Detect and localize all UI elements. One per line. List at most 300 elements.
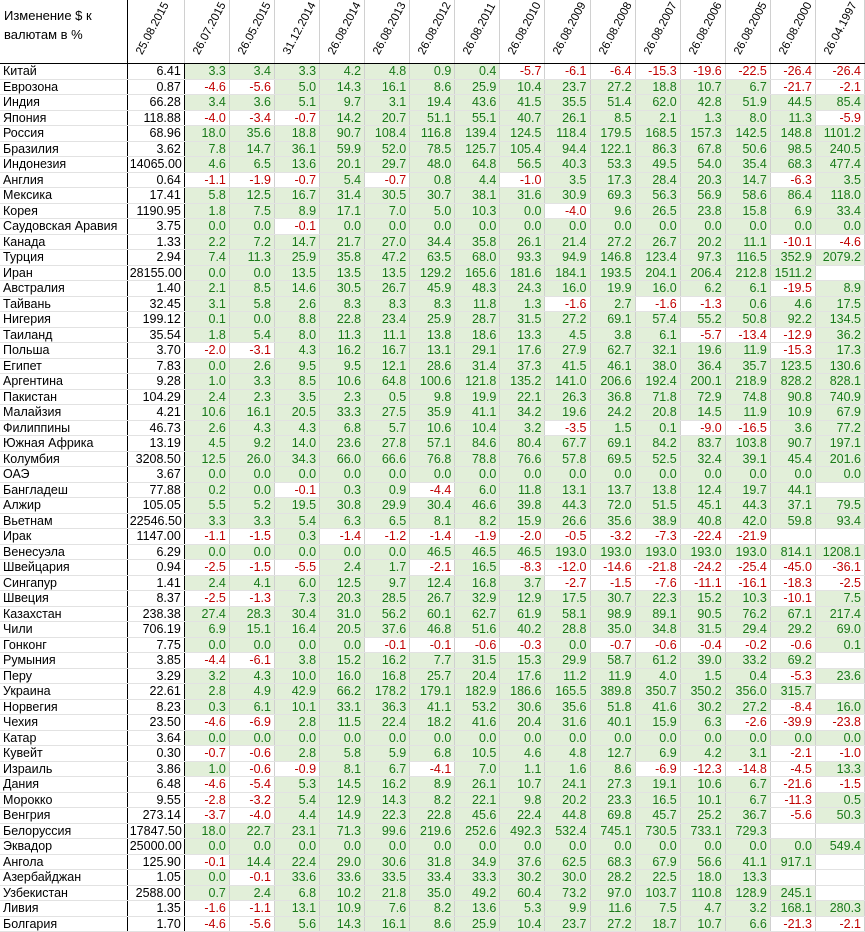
change-percent-cell[interactable]: 2.1: [635, 110, 680, 126]
change-percent-cell[interactable]: 740.9: [815, 389, 864, 405]
change-percent-cell[interactable]: 14.9: [320, 808, 365, 824]
change-percent-cell[interactable]: 22.5: [635, 870, 680, 886]
change-percent-cell[interactable]: 35.0: [590, 622, 635, 638]
change-percent-cell[interactable]: 93.4: [815, 513, 864, 529]
change-percent-cell[interactable]: 11.1: [365, 327, 410, 343]
change-percent-cell[interactable]: 2.4: [320, 560, 365, 576]
change-percent-cell[interactable]: 67.9: [635, 854, 680, 870]
exchange-rate-cell[interactable]: 68.96: [127, 126, 184, 142]
exchange-rate-cell[interactable]: 0.30: [127, 746, 184, 762]
change-percent-cell[interactable]: 50.6: [725, 141, 770, 157]
change-percent-cell[interactable]: -3.4: [229, 110, 274, 126]
country-name[interactable]: Ангола: [0, 854, 127, 870]
change-percent-cell[interactable]: 5.4: [274, 513, 319, 529]
change-percent-cell[interactable]: 0.0: [229, 219, 274, 235]
change-percent-cell[interactable]: 139.4: [455, 126, 500, 142]
change-percent-cell[interactable]: 28.7: [455, 312, 500, 328]
change-percent-cell[interactable]: 22.1: [500, 389, 545, 405]
change-percent-cell[interactable]: 0.5: [815, 792, 864, 808]
change-percent-cell[interactable]: 105.4: [500, 141, 545, 157]
change-percent-cell[interactable]: 0.0: [274, 467, 319, 483]
change-percent-cell[interactable]: 6.5: [365, 513, 410, 529]
change-percent-cell[interactable]: -1.5: [590, 575, 635, 591]
change-percent-cell[interactable]: 17.1: [320, 203, 365, 219]
change-percent-cell[interactable]: 3.3: [229, 513, 274, 529]
change-percent-cell[interactable]: 128.9: [725, 885, 770, 901]
change-percent-cell[interactable]: 27.2: [590, 79, 635, 95]
change-percent-cell[interactable]: 42.8: [680, 95, 725, 111]
change-percent-cell[interactable]: 76.8: [410, 451, 455, 467]
change-percent-cell[interactable]: 5.8: [229, 296, 274, 312]
change-percent-cell[interactable]: 12.5: [184, 451, 229, 467]
change-percent-cell[interactable]: 8.3: [410, 296, 455, 312]
change-percent-cell[interactable]: 8.6: [410, 79, 455, 95]
exchange-rate-cell[interactable]: 3.70: [127, 343, 184, 359]
change-percent-cell[interactable]: 44.8: [545, 808, 590, 824]
change-percent-cell[interactable]: 3.2: [725, 901, 770, 917]
change-percent-cell[interactable]: [815, 265, 864, 281]
exchange-rate-cell[interactable]: 17.41: [127, 188, 184, 204]
change-percent-cell[interactable]: 2.3: [320, 389, 365, 405]
change-percent-cell[interactable]: 26.1: [455, 777, 500, 793]
change-percent-cell[interactable]: 23.6: [320, 436, 365, 452]
change-percent-cell[interactable]: 74.8: [725, 389, 770, 405]
change-percent-cell[interactable]: 0.0: [590, 467, 635, 483]
change-percent-cell[interactable]: 193.0: [725, 544, 770, 560]
change-percent-cell[interactable]: 28.5: [365, 591, 410, 607]
change-percent-cell[interactable]: 0.0: [229, 839, 274, 855]
change-percent-cell[interactable]: 0.0: [500, 203, 545, 219]
change-percent-cell[interactable]: 8.5: [274, 374, 319, 390]
change-percent-cell[interactable]: 63.5: [410, 250, 455, 266]
exchange-rate-cell[interactable]: 1190.95: [127, 203, 184, 219]
change-percent-cell[interactable]: 27.2: [590, 916, 635, 932]
change-percent-cell[interactable]: [815, 653, 864, 669]
exchange-rate-cell[interactable]: 2588.00: [127, 885, 184, 901]
change-percent-cell[interactable]: 30.7: [590, 591, 635, 607]
change-percent-cell[interactable]: -6.4: [590, 64, 635, 80]
country-name[interactable]: Австралия: [0, 281, 127, 297]
change-percent-cell[interactable]: 1.0: [184, 761, 229, 777]
change-percent-cell[interactable]: 31.5: [455, 653, 500, 669]
change-percent-cell[interactable]: 828.1: [815, 374, 864, 390]
change-percent-cell[interactable]: 1.3: [680, 110, 725, 126]
change-percent-cell[interactable]: 4.5: [545, 327, 590, 343]
country-name[interactable]: Индия: [0, 95, 127, 111]
exchange-rate-cell[interactable]: 3.86: [127, 761, 184, 777]
exchange-rate-cell[interactable]: 7.83: [127, 358, 184, 374]
change-percent-cell[interactable]: 8.2: [410, 901, 455, 917]
change-percent-cell[interactable]: 33.3: [320, 405, 365, 421]
change-percent-cell[interactable]: 51.9: [725, 95, 770, 111]
change-percent-cell[interactable]: -21.3: [770, 916, 815, 932]
change-percent-cell[interactable]: 135.2: [500, 374, 545, 390]
change-percent-cell[interactable]: 68.3: [770, 157, 815, 173]
change-percent-cell[interactable]: 46.5: [500, 544, 545, 560]
change-percent-cell[interactable]: 20.3: [680, 172, 725, 188]
change-percent-cell[interactable]: 38.1: [455, 188, 500, 204]
exchange-rate-cell[interactable]: 273.14: [127, 808, 184, 824]
change-percent-cell[interactable]: -0.1: [184, 854, 229, 870]
change-percent-cell[interactable]: -18.3: [770, 575, 815, 591]
change-percent-cell[interactable]: 11.8: [500, 482, 545, 498]
change-percent-cell[interactable]: 6.0: [455, 482, 500, 498]
change-percent-cell[interactable]: 168.1: [770, 901, 815, 917]
change-percent-cell[interactable]: 23.1: [274, 823, 319, 839]
change-percent-cell[interactable]: 0.0: [590, 839, 635, 855]
change-percent-cell[interactable]: -3.5: [545, 420, 590, 436]
change-percent-cell[interactable]: 165.5: [545, 684, 590, 700]
change-percent-cell[interactable]: [815, 529, 864, 545]
change-percent-cell[interactable]: 12.9: [320, 792, 365, 808]
change-percent-cell[interactable]: -7.6: [635, 575, 680, 591]
country-name[interactable]: Египет: [0, 358, 127, 374]
change-percent-cell[interactable]: 58.1: [545, 606, 590, 622]
change-percent-cell[interactable]: -4.6: [184, 916, 229, 932]
change-percent-cell[interactable]: 5.4: [274, 792, 319, 808]
change-percent-cell[interactable]: 2.6: [274, 296, 319, 312]
change-percent-cell[interactable]: 35.7: [725, 358, 770, 374]
change-percent-cell[interactable]: 0.0: [500, 839, 545, 855]
change-percent-cell[interactable]: 3.3: [274, 64, 319, 80]
change-percent-cell[interactable]: 32.9: [455, 591, 500, 607]
change-percent-cell[interactable]: 245.1: [770, 885, 815, 901]
change-percent-cell[interactable]: -3.1: [229, 343, 274, 359]
change-percent-cell[interactable]: 59.9: [320, 141, 365, 157]
change-percent-cell[interactable]: -0.7: [274, 110, 319, 126]
change-percent-cell[interactable]: -21.9: [725, 529, 770, 545]
change-percent-cell[interactable]: 69.2: [770, 653, 815, 669]
change-percent-cell[interactable]: 38.0: [635, 358, 680, 374]
exchange-rate-cell[interactable]: 8.37: [127, 591, 184, 607]
change-percent-cell[interactable]: 549.4: [815, 839, 864, 855]
change-percent-cell[interactable]: 62.5: [545, 854, 590, 870]
change-percent-cell[interactable]: 0.2: [184, 482, 229, 498]
change-percent-cell[interactable]: 6.1: [635, 327, 680, 343]
change-percent-cell[interactable]: 3.6: [229, 95, 274, 111]
change-percent-cell[interactable]: 69.3: [590, 188, 635, 204]
change-percent-cell[interactable]: 67.9: [815, 405, 864, 421]
change-percent-cell[interactable]: 18.0: [680, 870, 725, 886]
change-percent-cell[interactable]: 12.9: [500, 591, 545, 607]
change-percent-cell[interactable]: 30.5: [320, 281, 365, 297]
change-percent-cell[interactable]: -2.0: [184, 343, 229, 359]
change-percent-cell[interactable]: 36.4: [680, 358, 725, 374]
change-percent-cell[interactable]: 13.6: [274, 157, 319, 173]
change-percent-cell[interactable]: 200.1: [680, 374, 725, 390]
change-percent-cell[interactable]: 38.9: [635, 513, 680, 529]
change-percent-cell[interactable]: 35.6: [545, 699, 590, 715]
change-percent-cell[interactable]: 19.6: [545, 405, 590, 421]
change-percent-cell[interactable]: 90.5: [680, 606, 725, 622]
change-percent-cell[interactable]: -4.0: [229, 808, 274, 824]
change-percent-cell[interactable]: 15.3: [500, 653, 545, 669]
change-percent-cell[interactable]: 64.8: [455, 157, 500, 173]
change-percent-cell[interactable]: 0.3: [320, 482, 365, 498]
change-percent-cell[interactable]: -12.0: [545, 560, 590, 576]
change-percent-cell[interactable]: 29.0: [320, 854, 365, 870]
change-percent-cell[interactable]: 0.0: [320, 467, 365, 483]
change-percent-cell[interactable]: 78.8: [455, 451, 500, 467]
change-percent-cell[interactable]: -7.3: [635, 529, 680, 545]
change-percent-cell[interactable]: -12.3: [680, 761, 725, 777]
change-percent-cell[interactable]: 134.5: [815, 312, 864, 328]
change-percent-cell[interactable]: 14.7: [229, 141, 274, 157]
change-percent-cell[interactable]: -11.1: [680, 575, 725, 591]
change-percent-cell[interactable]: -0.5: [545, 529, 590, 545]
change-percent-cell[interactable]: 40.8: [680, 513, 725, 529]
change-percent-cell[interactable]: 67.1: [770, 606, 815, 622]
change-percent-cell[interactable]: -1.1: [184, 529, 229, 545]
change-percent-cell[interactable]: 33.5: [365, 870, 410, 886]
change-percent-cell[interactable]: 45.9: [410, 281, 455, 297]
change-percent-cell[interactable]: 6.7: [725, 79, 770, 95]
change-percent-cell[interactable]: 29.4: [725, 622, 770, 638]
change-percent-cell[interactable]: 16.0: [320, 668, 365, 684]
change-percent-cell[interactable]: 4.6: [770, 296, 815, 312]
change-percent-cell[interactable]: 83.7: [680, 436, 725, 452]
change-percent-cell[interactable]: 27.2: [590, 234, 635, 250]
change-percent-cell[interactable]: 12.5: [320, 575, 365, 591]
change-percent-cell[interactable]: [815, 854, 864, 870]
change-percent-cell[interactable]: 41.1: [410, 699, 455, 715]
change-percent-cell[interactable]: 33.4: [410, 870, 455, 886]
change-percent-cell[interactable]: 11.9: [725, 343, 770, 359]
change-percent-cell[interactable]: 51.5: [635, 498, 680, 514]
change-percent-cell[interactable]: 0.0: [229, 637, 274, 653]
change-percent-cell[interactable]: 4.3: [229, 668, 274, 684]
change-percent-cell[interactable]: 26.7: [635, 234, 680, 250]
change-percent-cell[interactable]: 48.3: [455, 281, 500, 297]
change-percent-cell[interactable]: 33.6: [320, 870, 365, 886]
change-percent-cell[interactable]: 14.6: [274, 281, 319, 297]
change-percent-cell[interactable]: 23.3: [590, 792, 635, 808]
change-percent-cell[interactable]: -5.9: [815, 110, 864, 126]
change-percent-cell[interactable]: -5.7: [500, 64, 545, 80]
change-percent-cell[interactable]: 93.3: [500, 250, 545, 266]
change-percent-cell[interactable]: 11.3: [320, 327, 365, 343]
change-percent-cell[interactable]: 18.6: [455, 327, 500, 343]
change-percent-cell[interactable]: 25.9: [455, 916, 500, 932]
change-percent-cell[interactable]: 25.9: [410, 312, 455, 328]
change-percent-cell[interactable]: 90.7: [320, 126, 365, 142]
change-percent-cell[interactable]: 20.5: [320, 622, 365, 638]
exchange-rate-cell[interactable]: 7.75: [127, 637, 184, 653]
exchange-rate-cell[interactable]: 0.64: [127, 172, 184, 188]
change-percent-cell[interactable]: -1.1: [229, 901, 274, 917]
change-percent-cell[interactable]: 35.6: [590, 513, 635, 529]
change-percent-cell[interactable]: 0.0: [770, 219, 815, 235]
change-percent-cell[interactable]: 6.7: [725, 792, 770, 808]
change-percent-cell[interactable]: -26.4: [770, 64, 815, 80]
change-percent-cell[interactable]: [815, 482, 864, 498]
change-percent-cell[interactable]: 46.5: [410, 544, 455, 560]
country-name[interactable]: Белоруссия: [0, 823, 127, 839]
exchange-rate-cell[interactable]: 25000.00: [127, 839, 184, 855]
change-percent-cell[interactable]: 27.8: [365, 436, 410, 452]
change-percent-cell[interactable]: 4.4: [455, 172, 500, 188]
change-percent-cell[interactable]: 13.8: [635, 482, 680, 498]
change-percent-cell[interactable]: -4.0: [184, 110, 229, 126]
change-percent-cell[interactable]: 4.5: [184, 436, 229, 452]
exchange-rate-cell[interactable]: 1.35: [127, 901, 184, 917]
change-percent-cell[interactable]: 165.6: [455, 265, 500, 281]
exchange-rate-cell[interactable]: 22.61: [127, 684, 184, 700]
change-percent-cell[interactable]: 14.3: [320, 79, 365, 95]
exchange-rate-cell[interactable]: 1.41: [127, 575, 184, 591]
change-percent-cell[interactable]: 1.5: [590, 420, 635, 436]
change-percent-cell[interactable]: 16.7: [274, 188, 319, 204]
change-percent-cell[interactable]: -26.4: [815, 64, 864, 80]
change-percent-cell[interactable]: 828.2: [770, 374, 815, 390]
change-percent-cell[interactable]: 4.8: [545, 746, 590, 762]
change-percent-cell[interactable]: 71.8: [635, 389, 680, 405]
change-percent-cell[interactable]: 141.0: [545, 374, 590, 390]
change-percent-cell[interactable]: 45.1: [680, 498, 725, 514]
change-percent-cell[interactable]: -23.8: [815, 715, 864, 731]
change-percent-cell[interactable]: 116.5: [725, 250, 770, 266]
change-percent-cell[interactable]: 2.7: [590, 296, 635, 312]
change-percent-cell[interactable]: 26.7: [365, 281, 410, 297]
change-percent-cell[interactable]: -0.7: [590, 637, 635, 653]
change-percent-cell[interactable]: 33.2: [725, 653, 770, 669]
change-percent-cell[interactable]: 11.8: [455, 296, 500, 312]
change-percent-cell[interactable]: 3.2: [184, 668, 229, 684]
change-percent-cell[interactable]: 41.1: [725, 854, 770, 870]
change-percent-cell[interactable]: 8.0: [725, 110, 770, 126]
change-percent-cell[interactable]: 25.7: [410, 668, 455, 684]
country-name[interactable]: Южная Африка: [0, 436, 127, 452]
change-percent-cell[interactable]: -2.1: [815, 916, 864, 932]
exchange-rate-cell[interactable]: 17847.50: [127, 823, 184, 839]
change-percent-cell[interactable]: 10.0: [274, 668, 319, 684]
change-percent-cell[interactable]: -4.4: [184, 653, 229, 669]
change-percent-cell[interactable]: -5.6: [229, 916, 274, 932]
change-percent-cell[interactable]: 31.5: [680, 622, 725, 638]
change-percent-cell[interactable]: 3.8: [590, 327, 635, 343]
change-percent-cell[interactable]: 27.9: [545, 343, 590, 359]
change-percent-cell[interactable]: 745.1: [590, 823, 635, 839]
change-percent-cell[interactable]: -2.5: [815, 575, 864, 591]
change-percent-cell[interactable]: 2.3: [229, 389, 274, 405]
change-percent-cell[interactable]: 7.3: [274, 591, 319, 607]
change-percent-cell[interactable]: 89.1: [635, 606, 680, 622]
exchange-rate-cell[interactable]: 238.38: [127, 606, 184, 622]
change-percent-cell[interactable]: 16.8: [365, 668, 410, 684]
change-percent-cell[interactable]: 60.1: [410, 606, 455, 622]
change-percent-cell[interactable]: 16.2: [320, 343, 365, 359]
change-percent-cell[interactable]: 5.4: [320, 172, 365, 188]
change-percent-cell[interactable]: 0.0: [500, 467, 545, 483]
change-percent-cell[interactable]: 43.6: [455, 95, 500, 111]
change-percent-cell[interactable]: 30.6: [365, 854, 410, 870]
change-percent-cell[interactable]: 33.6: [274, 870, 319, 886]
change-percent-cell[interactable]: -4.4: [410, 482, 455, 498]
change-percent-cell[interactable]: 0.5: [365, 389, 410, 405]
change-percent-cell[interactable]: -13.4: [725, 327, 770, 343]
country-name[interactable]: Мексика: [0, 188, 127, 204]
change-percent-cell[interactable]: 3.8: [274, 653, 319, 669]
change-percent-cell[interactable]: 13.7: [590, 482, 635, 498]
change-percent-cell[interactable]: 6.9: [770, 203, 815, 219]
change-percent-cell[interactable]: 10.3: [455, 203, 500, 219]
change-percent-cell[interactable]: 39.0: [680, 653, 725, 669]
country-name[interactable]: Норвегия: [0, 699, 127, 715]
change-percent-cell[interactable]: 18.2: [410, 715, 455, 731]
change-percent-cell[interactable]: -4.5: [770, 761, 815, 777]
change-percent-cell[interactable]: 9.7: [365, 575, 410, 591]
change-percent-cell[interactable]: 0.0: [320, 637, 365, 653]
change-percent-cell[interactable]: 15.2: [320, 653, 365, 669]
change-percent-cell[interactable]: 9.6: [590, 203, 635, 219]
change-percent-cell[interactable]: 130.6: [815, 358, 864, 374]
country-name[interactable]: Венесуэла: [0, 544, 127, 560]
change-percent-cell[interactable]: 86.3: [635, 141, 680, 157]
change-percent-cell[interactable]: 193.0: [590, 544, 635, 560]
change-percent-cell[interactable]: 14.3: [365, 792, 410, 808]
change-percent-cell[interactable]: -0.6: [229, 746, 274, 762]
change-percent-cell[interactable]: 103.7: [635, 885, 680, 901]
change-percent-cell[interactable]: 16.1: [229, 405, 274, 421]
country-name[interactable]: Индонезия: [0, 157, 127, 173]
change-percent-cell[interactable]: 22.1: [455, 792, 500, 808]
change-percent-cell[interactable]: 66.0: [320, 451, 365, 467]
change-percent-cell[interactable]: 3.1: [725, 746, 770, 762]
change-percent-cell[interactable]: 0.0: [365, 219, 410, 235]
change-percent-cell[interactable]: 20.8: [635, 405, 680, 421]
change-percent-cell[interactable]: 0.0: [184, 730, 229, 746]
change-percent-cell[interactable]: 10.6: [320, 374, 365, 390]
change-percent-cell[interactable]: -4.6: [815, 234, 864, 250]
country-name[interactable]: Эквадор: [0, 839, 127, 855]
change-percent-cell[interactable]: 4.0: [635, 668, 680, 684]
change-percent-cell[interactable]: 86.4: [770, 188, 815, 204]
country-name[interactable]: Узбекистан: [0, 885, 127, 901]
change-percent-cell[interactable]: 2.1: [184, 281, 229, 297]
country-name[interactable]: Тайвань: [0, 296, 127, 312]
change-percent-cell[interactable]: 0.0: [680, 839, 725, 855]
change-percent-cell[interactable]: 14.0: [274, 436, 319, 452]
change-percent-cell[interactable]: 23.7: [545, 916, 590, 932]
change-percent-cell[interactable]: 3.5: [274, 389, 319, 405]
country-name[interactable]: Казахстан: [0, 606, 127, 622]
change-percent-cell[interactable]: 4.2: [680, 746, 725, 762]
change-percent-cell[interactable]: 179.5: [590, 126, 635, 142]
change-percent-cell[interactable]: 46.1: [590, 358, 635, 374]
change-percent-cell[interactable]: 0.0: [274, 637, 319, 653]
change-percent-cell[interactable]: [770, 870, 815, 886]
change-percent-cell[interactable]: 6.8: [410, 746, 455, 762]
change-percent-cell[interactable]: -14.6: [590, 560, 635, 576]
change-percent-cell[interactable]: 42.0: [725, 513, 770, 529]
change-percent-cell[interactable]: 40.3: [545, 157, 590, 173]
country-name[interactable]: Бангладеш: [0, 482, 127, 498]
change-percent-cell[interactable]: 0.0: [274, 544, 319, 560]
exchange-rate-cell[interactable]: 66.28: [127, 95, 184, 111]
change-percent-cell[interactable]: 33.3: [455, 870, 500, 886]
change-percent-cell[interactable]: 10.4: [500, 916, 545, 932]
change-percent-cell[interactable]: 33.1: [320, 699, 365, 715]
change-percent-cell[interactable]: 16.5: [635, 792, 680, 808]
change-percent-cell[interactable]: 8.5: [590, 110, 635, 126]
change-percent-cell[interactable]: 94.4: [545, 141, 590, 157]
change-percent-cell[interactable]: 17.6: [500, 668, 545, 684]
change-percent-cell[interactable]: 356.0: [725, 684, 770, 700]
change-percent-cell[interactable]: 73.2: [545, 885, 590, 901]
change-percent-cell[interactable]: 4.6: [500, 746, 545, 762]
change-percent-cell[interactable]: 13.1: [274, 901, 319, 917]
change-percent-cell[interactable]: 33.4: [815, 203, 864, 219]
